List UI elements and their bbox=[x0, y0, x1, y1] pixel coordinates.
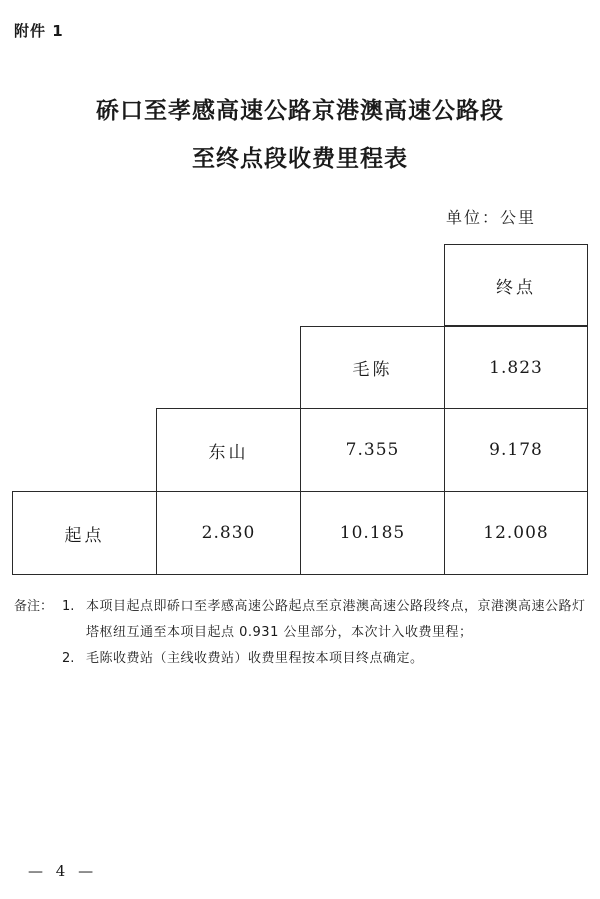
distance-maochen-to-end: 1.823 bbox=[444, 326, 588, 409]
distance-start-to-end: 12.008 bbox=[444, 491, 588, 575]
station-end-header: 终点 bbox=[444, 244, 588, 326]
station-dongshan-label: 东山 bbox=[156, 408, 301, 492]
attachment-label: 附件 1 bbox=[14, 22, 64, 40]
note-item bbox=[14, 594, 590, 646]
distance-start-to-dongshan: 2.830 bbox=[156, 491, 301, 575]
unit-label: 单位：公里 bbox=[446, 208, 537, 227]
notes-heading: 备注： bbox=[14, 599, 54, 614]
note-number: 2. bbox=[62, 651, 75, 666]
station-start-label: 起点 bbox=[12, 491, 157, 575]
document-title-line-1: 硚口至孝感高速公路京港澳高速公路段 bbox=[96, 98, 504, 124]
distance-dongshan-to-end: 9.178 bbox=[444, 408, 588, 492]
note-text: 毛陈收费站（主线收费站）收费里程按本项目终点确定。 bbox=[86, 651, 424, 666]
document-title-line-2: 至终点段收费里程表 bbox=[192, 146, 408, 172]
note-number: 1. bbox=[62, 599, 75, 614]
notes-section bbox=[14, 594, 590, 672]
station-maochen-label: 毛陈 bbox=[300, 326, 445, 409]
distance-start-to-maochen: 10.185 bbox=[300, 491, 445, 575]
distance-dongshan-to-maochen: 7.355 bbox=[300, 408, 445, 492]
note-item bbox=[14, 646, 590, 672]
note-text: 本项目起点即硚口至孝感高速公路起点至京港澳高速公路段终点，京港澳高速公路灯塔枢纽互通至本项目起点 0.931 公里部分，本次计入收费里程； bbox=[86, 599, 586, 640]
page-number: — 4 — bbox=[28, 862, 98, 880]
